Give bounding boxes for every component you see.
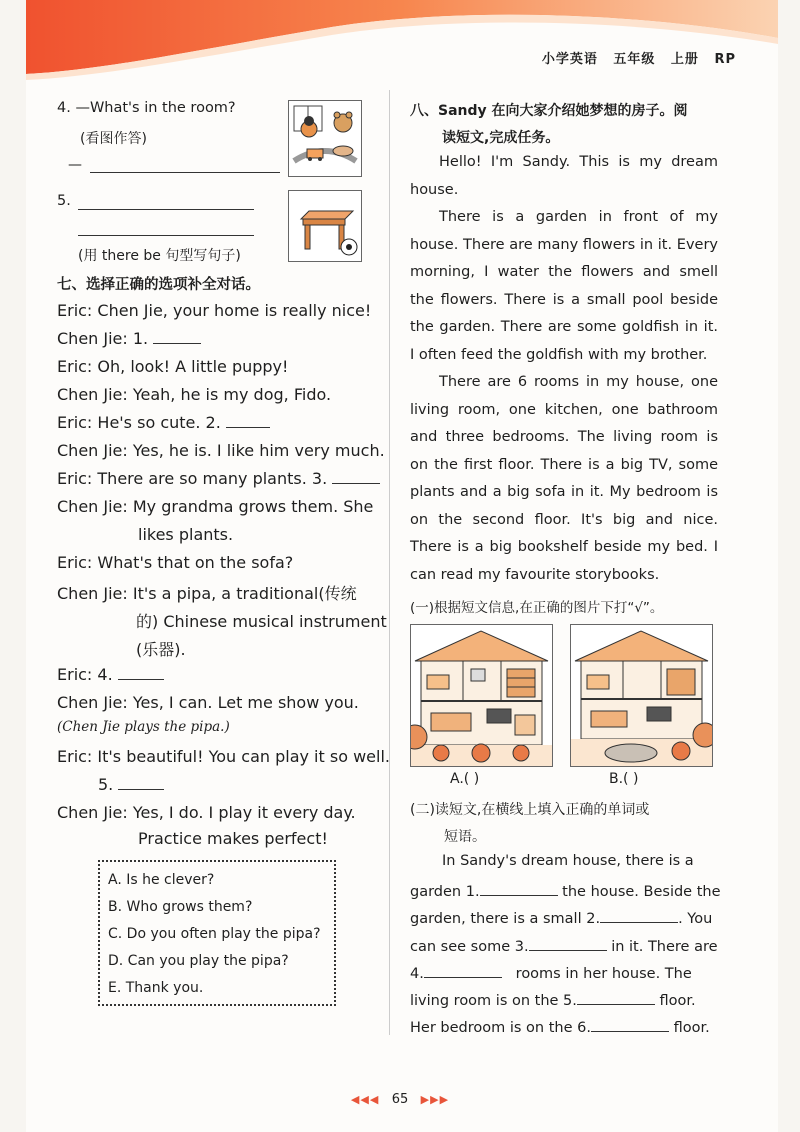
fill-blank-4[interactable] — [424, 963, 502, 978]
q5-number: 5. — [57, 193, 71, 209]
q4-dash: — — [68, 157, 82, 173]
dialog-text: Chen Jie: 1. — [57, 329, 149, 348]
house-a-illustration — [411, 625, 552, 766]
q4-answer-line[interactable] — [90, 158, 280, 177]
dialog-line: Chen Jie: Yes, I do. I play it every day. — [57, 803, 356, 822]
options-box — [98, 860, 336, 1006]
fill-line: garden 1. the house. Beside the — [410, 881, 721, 900]
option-b[interactable]: B. Who grows them? — [108, 899, 253, 915]
passage-paragraph-3: There are 6 rooms in my house, one living room, one kitchen, one bathroom and three bedrooms. The living room is on the first floor. There is a big TV, some plants and a big sofa in it. My bedroom is on the second floor. It's big and nice. There is a big bookshelf beside my bed. I can read my favourite storybooks. — [410, 374, 718, 583]
column-divider — [389, 90, 390, 1035]
q5-table-ball-picture — [288, 190, 362, 262]
fill-blank-5[interactable] — [577, 990, 655, 1005]
picture-a-choice[interactable]: A.( ) — [450, 771, 480, 787]
fill-line: living room is on the 5. floor. — [410, 990, 696, 1009]
page-header — [26, 0, 778, 80]
q4-hint: (看图作答) — [80, 131, 147, 147]
q5-answer-line-1[interactable] — [78, 195, 254, 214]
dialog-line: Eric: What's that on the sofa? — [57, 553, 294, 572]
header-wave — [26, 0, 778, 80]
dialog-line: Chen Jie: Yes, he is. I like him very much. — [57, 441, 385, 460]
footer-right-arrows: ▶▶▶ — [420, 1093, 450, 1106]
task-2-instruction-line1: (二)读短文,在横线上填入正确的单词或 — [410, 802, 650, 818]
dialog-line — [57, 665, 164, 684]
picture-b-choice[interactable]: B.( ) — [609, 771, 639, 787]
option-c[interactable]: C. Do you often play the pipa? — [108, 926, 321, 942]
fill-line: 4. rooms in her house. The — [410, 963, 692, 982]
fill-line: garden, there is a small 2. . You — [410, 908, 712, 927]
dialog-line: Eric: Oh, look! A little puppy! — [57, 357, 289, 376]
passage-paragraph-1: Hello! I'm Sandy. This is my dream house. — [410, 154, 718, 198]
q5-hint: (用 there be 句型写句子) — [78, 248, 241, 264]
q4-room-picture — [288, 100, 362, 177]
dialog-text: Eric: There are so many plants. 3. — [57, 469, 328, 488]
fill-line: Her bedroom is on the 6. floor. — [410, 1017, 710, 1036]
dialog-line: Chen Jie: Yeah, he is my dog, Fido. — [57, 385, 332, 404]
toys-room-illustration — [289, 101, 361, 176]
section-8-title-line2: 读短文,完成任务。 — [442, 130, 560, 146]
option-d[interactable]: D. Can you play the pipa? — [108, 953, 289, 969]
q4-question: 4. —What's in the room? — [57, 100, 236, 116]
page-footer — [0, 1092, 800, 1107]
dialog-line: Practice makes perfect! — [138, 829, 328, 848]
dialog-line: 的) Chinese musical instrument — [136, 612, 387, 631]
task-1-instruction: (一)根据短文信息,在正确的图片下打“√”。 — [410, 600, 664, 616]
blank-2[interactable] — [226, 413, 270, 428]
blank-3[interactable] — [332, 469, 380, 484]
fill-blank-6[interactable] — [591, 1017, 669, 1032]
dialog-line: Eric: It's beautiful! You can play it so well. — [57, 747, 390, 766]
stage-direction: (Chen Jie plays the pipa.) — [57, 719, 230, 735]
fill-line: can see some 3. in it. There are — [410, 936, 718, 955]
header-edition: RP — [714, 52, 736, 67]
blank-5[interactable] — [118, 775, 164, 790]
blank-4[interactable] — [118, 665, 164, 680]
dialog-line: Chen Jie: Yes, I can. Let me show you. — [57, 693, 359, 712]
option-e[interactable]: E. Thank you. — [108, 980, 204, 996]
fill-blank-2[interactable] — [600, 908, 678, 923]
header-title — [532, 48, 736, 67]
dialog-line — [57, 413, 270, 432]
dialog-line — [57, 469, 380, 488]
blank-1[interactable] — [153, 329, 201, 344]
fill-blank-1[interactable] — [480, 881, 558, 896]
dialog-line — [98, 775, 164, 794]
header-volume: 上册 — [670, 52, 699, 67]
dialog-line — [57, 329, 201, 348]
task-2-instruction-line2: 短语。 — [444, 829, 486, 845]
dialog-line: (乐器). — [136, 640, 186, 659]
header-subject: 小学英语 — [541, 52, 598, 67]
page-number: 65 — [391, 1092, 409, 1107]
option-a[interactable]: A. Is he clever? — [108, 872, 215, 888]
q5-answer-line-2[interactable] — [78, 221, 254, 240]
dialog-text: Eric: He's so cute. 2. — [57, 413, 221, 432]
table-ball-illustration — [289, 191, 361, 261]
fill-line: In Sandy's dream house, there is a — [442, 853, 694, 869]
section-7-title: 七、选择正确的选项补全对话。 — [57, 277, 260, 293]
house-b-illustration — [571, 625, 712, 766]
dialog-text: Eric: 4. — [57, 665, 113, 684]
header-grade: 五年级 — [613, 52, 656, 67]
dialog-line: Chen Jie: It's a pipa, a traditional(传统 — [57, 584, 357, 603]
section-8-title-line1: 八、Sandy 在向大家介绍她梦想的房子。阅 — [410, 103, 688, 119]
house-picture-a — [410, 624, 553, 767]
passage-paragraph-2: There is a garden in front of my house. There are many flowers in it. Every morning, I water the flowers and smell the flowers. There is a small pool beside the garden. There are some goldfish in it. I often feed the goldfish with my brother. — [410, 209, 718, 363]
dialog-line: Chen Jie: My grandma grows them. She — [57, 497, 374, 516]
house-picture-b — [570, 624, 713, 767]
dialog-line: Eric: Chen Jie, your home is really nice! — [57, 301, 372, 320]
fill-blank-3[interactable] — [529, 936, 607, 951]
dialog-line: likes plants. — [138, 525, 234, 544]
dialog-text: 5. — [98, 775, 114, 794]
footer-left-arrows: ◀◀◀ — [350, 1093, 380, 1106]
